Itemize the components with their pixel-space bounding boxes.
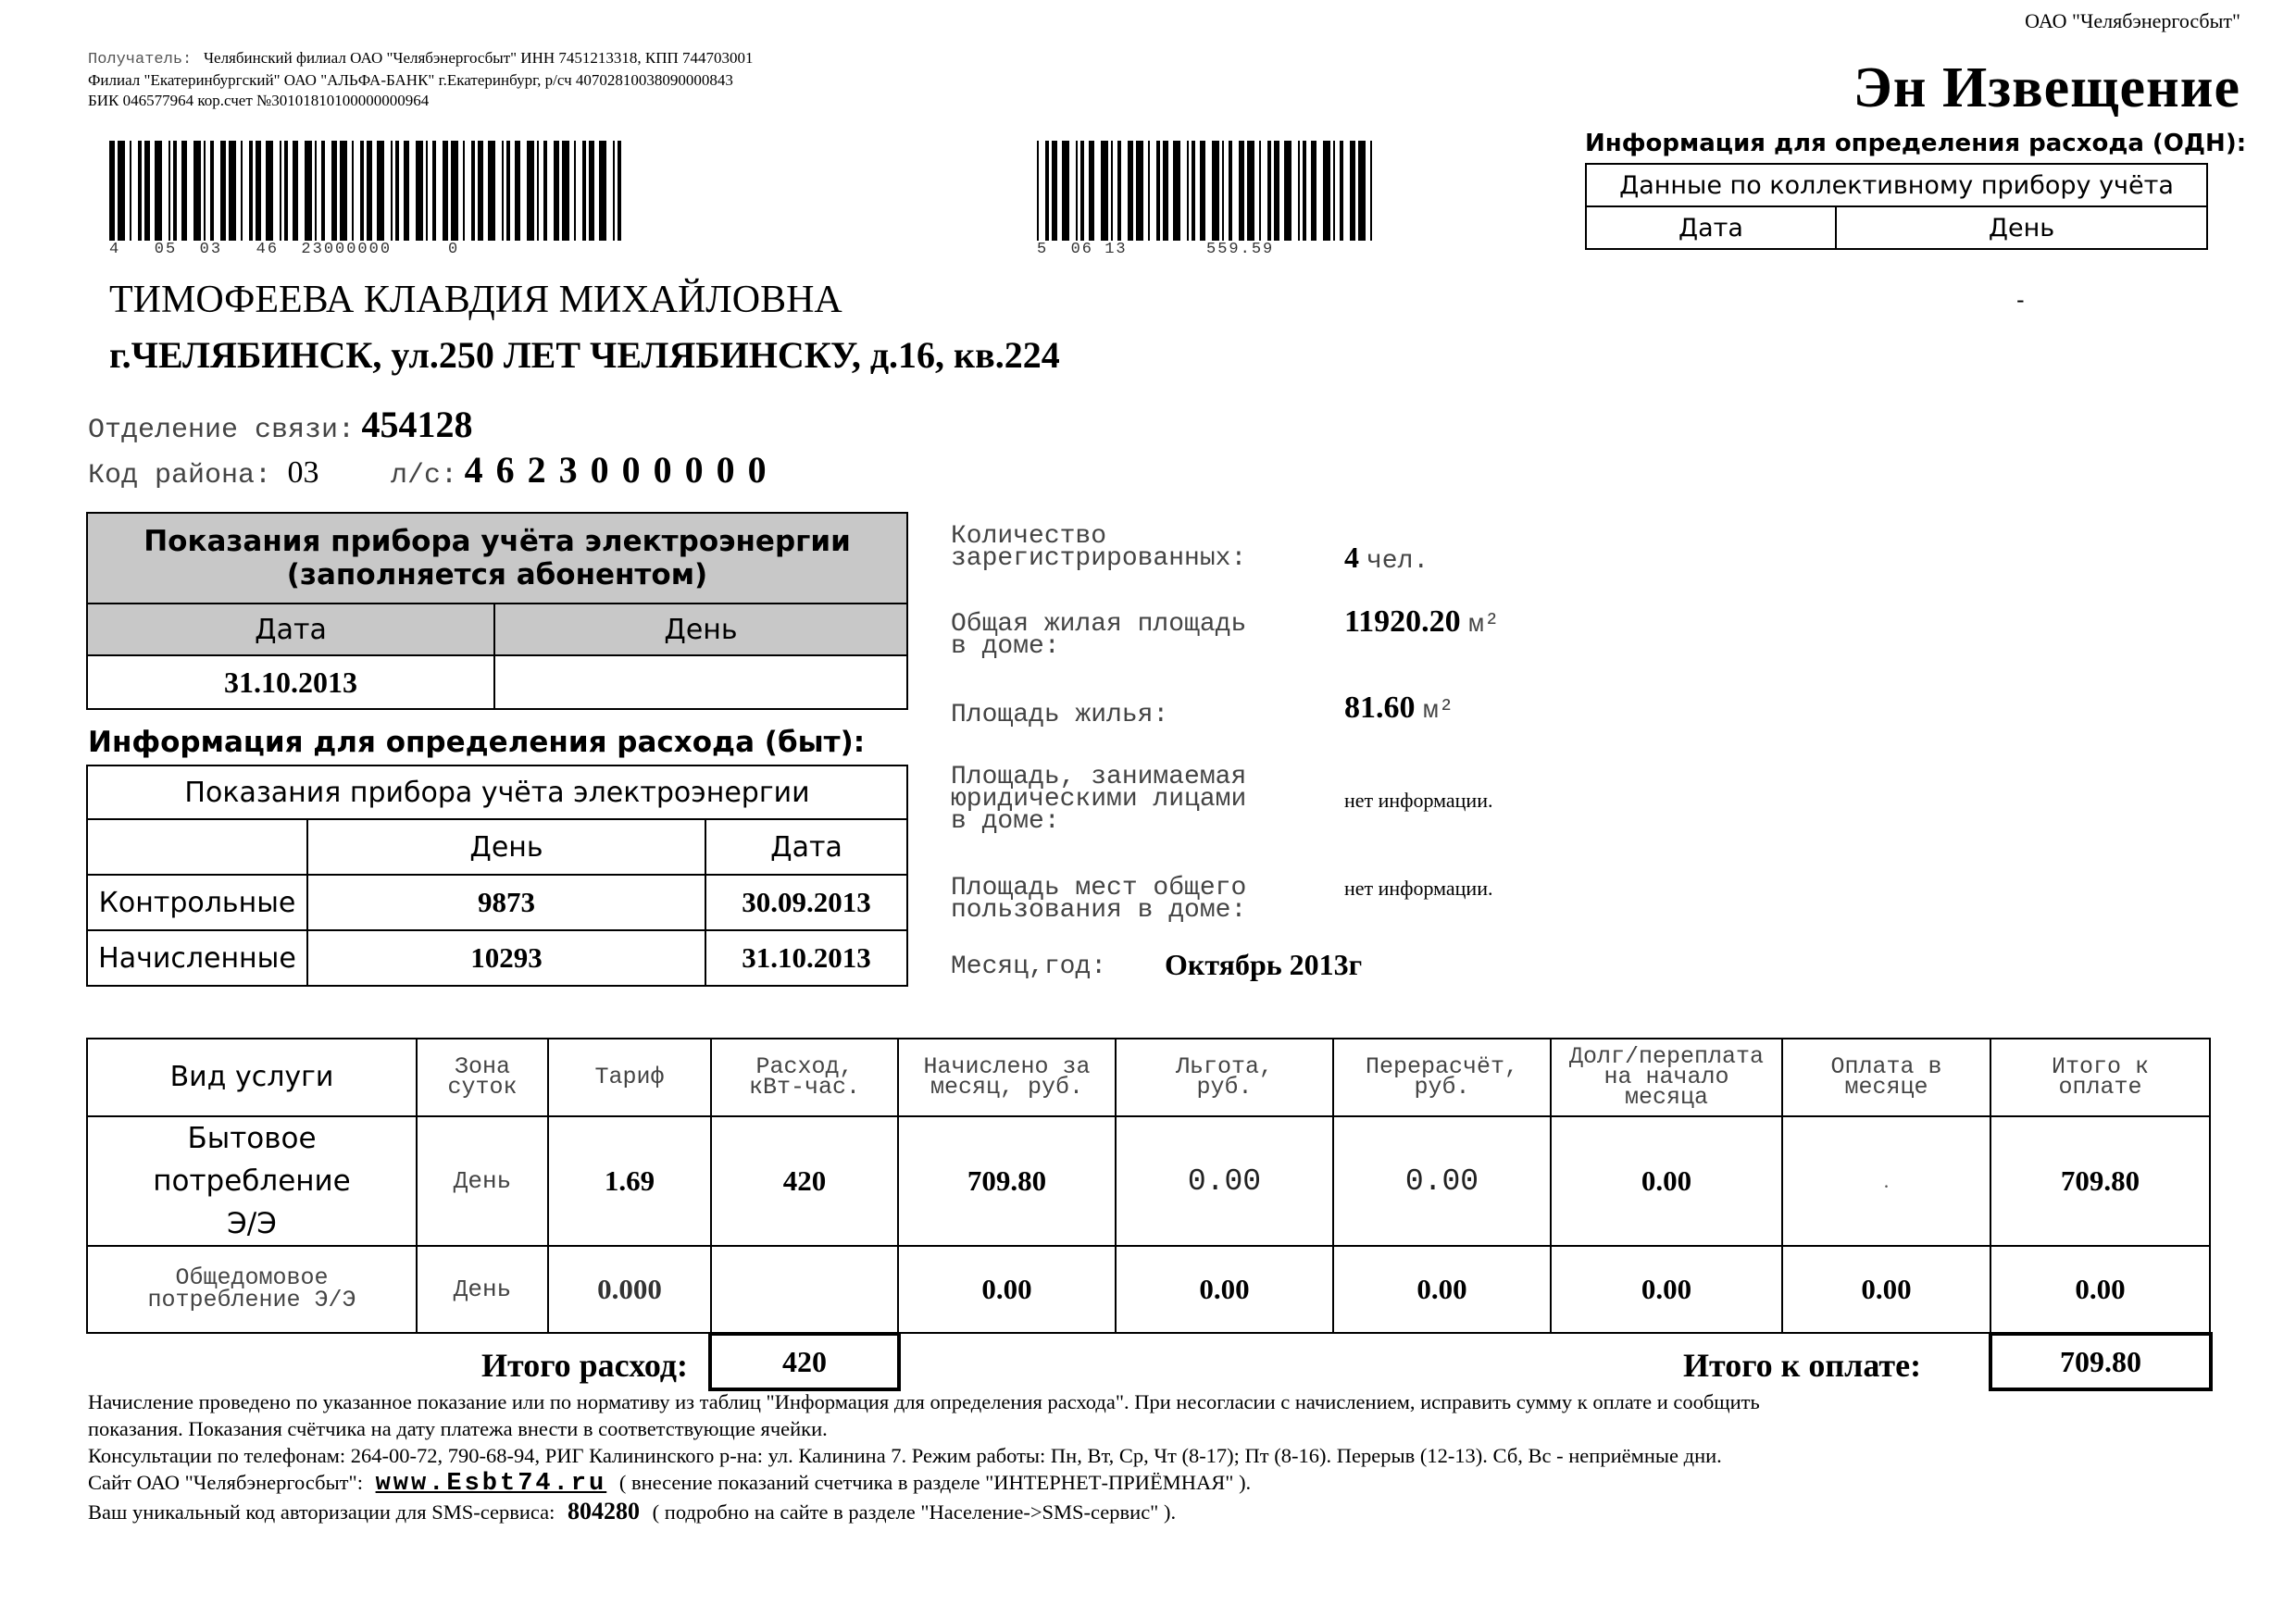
barcode-bar [284, 141, 288, 241]
barcode-bar [1222, 141, 1224, 241]
barcode-bar [1037, 141, 1039, 241]
barcode-bar [293, 141, 298, 241]
barcode-bar [1080, 141, 1084, 241]
barcode-bar [554, 141, 559, 241]
living-area-unit: м² [1423, 697, 1454, 726]
service-common-charged: 0.00 [898, 1246, 1116, 1333]
barcode-bar [1117, 141, 1121, 241]
barcode-bar [1267, 141, 1271, 241]
living-area-row [1344, 691, 1454, 726]
footer-sms-label: Ваш уникальный код авторизации для SMS-сервиса: [88, 1500, 555, 1524]
barcode-bar [589, 141, 594, 241]
barcode-bar [1303, 141, 1306, 241]
registered-row [1344, 541, 1429, 576]
barcode-bar [463, 141, 465, 241]
company-name: ОАО "Челябэнергосбыт" [2025, 9, 2240, 32]
barcode-left-number: 4 05 03 46 23000000 0 [109, 241, 460, 258]
household-blank-cell [87, 819, 307, 875]
recipient-line-1: Челябинский филиал ОАО "Челябэнергосбыт" ИНН 7451213318, КПП 744703001 [203, 49, 754, 67]
barcode-bar [1045, 141, 1049, 241]
total-area-label: Общая жилая площадь в доме: [951, 610, 1247, 661]
barcode-bar [118, 141, 125, 241]
barcode-bar [478, 141, 483, 241]
service-household-benefit: 0.00 [1116, 1116, 1333, 1246]
barcode-bar [562, 141, 569, 241]
barcode-bar [515, 141, 520, 241]
footer-line-1: Начисление проведено по указанное показание или по нормативу из таблиц "Информация для определения расхода". При несогласии с начислением, исправить сумму к оплате и сообщить [88, 1390, 1760, 1413]
col-zone: Зона суток [417, 1039, 548, 1116]
account-number: 4623000000 [464, 449, 780, 491]
barcode-bar [377, 141, 384, 241]
footer-notes [88, 1388, 2217, 1525]
barcode-bar [537, 141, 539, 241]
barcode-bar [1340, 141, 1343, 241]
service-common-paid[interactable]: 0.00 [1782, 1246, 1990, 1333]
barcode-bar [1111, 141, 1113, 241]
odn-table-title: Данные по коллективному прибору учёта [1586, 164, 2207, 206]
charged-day: 10293 [307, 930, 705, 986]
district-row [88, 448, 780, 492]
document-title: Эн Извещение [1853, 56, 2240, 119]
odn-col-day: День [1836, 206, 2207, 249]
barcode-right-number: 5 06 13 559.59 [1037, 241, 1275, 258]
barcode-bar [451, 141, 458, 241]
meter-input-col-date: Дата [87, 604, 494, 655]
odn-title: Информация для определения расхода (ОДН): [1585, 130, 2247, 157]
barcode-bar [1350, 141, 1355, 241]
barcode-bar [144, 141, 150, 241]
district-value: 03 [287, 455, 319, 490]
barcode-bar [266, 141, 273, 241]
table-row [87, 1116, 2210, 1246]
barcode-bar [1212, 141, 1219, 241]
service-common-usage [711, 1246, 898, 1333]
barcode-bar [204, 141, 206, 241]
col-debt: Долг/переплата на начало месяца [1551, 1039, 1782, 1116]
barcode-bar [1284, 141, 1292, 241]
service-common-zone: День [417, 1246, 548, 1333]
service-household-recalc: 0.00 [1333, 1116, 1551, 1246]
recipient-block [88, 48, 1014, 111]
barcode-bar [331, 141, 337, 241]
footer-line-3: Консультации по телефонам: 264-00-72, 790-68-94, РИГ Калининского р-на: ул. Калинина 7. Режим работы: Пн, Вт, Ср, Чт (8-17); Пт (8-16). Перерыв (12-13). Сб, Вс - неприёмные дни. [88, 1444, 1722, 1467]
col-paid: Оплата в месяце [1782, 1039, 1990, 1116]
barcode-bar [168, 141, 170, 241]
barcode-bar [1274, 141, 1279, 241]
barcode-bar [1311, 141, 1316, 241]
barcode-bar [1101, 141, 1108, 241]
barcode-bar [256, 141, 261, 241]
barcode-bar [1052, 141, 1057, 241]
post-office-label: Отделение связи: [88, 415, 356, 446]
service-household-charged: 709.80 [898, 1116, 1116, 1246]
service-household-name: Бытовое потребление Э/Э [87, 1116, 417, 1246]
barcode-bar [210, 141, 214, 241]
household-table [86, 765, 908, 987]
col-recalc: Перерасчёт, руб. [1333, 1039, 1551, 1116]
odn-dash: - [2016, 287, 2025, 313]
barcode-bar [229, 141, 236, 241]
meter-input-title: Показания прибора учёта электроэнергии (заполняется абонентом) [87, 513, 907, 604]
control-label: Контрольные [87, 875, 307, 930]
col-total: Итого к оплате [1990, 1039, 2210, 1116]
meter-input-col-day: День [494, 604, 907, 655]
subscriber-name: ТИМОФЕЕВА КЛАВДИЯ МИХАЙЛОВНА [109, 279, 842, 321]
col-tariff: Тариф [548, 1039, 711, 1116]
post-office-row [88, 403, 473, 446]
barcode-bar [582, 141, 586, 241]
barcode-bar [249, 141, 253, 241]
service-common-recalc: 0.00 [1333, 1246, 1551, 1333]
odn-col-date: Дата [1586, 206, 1836, 249]
barcode-bar [321, 141, 325, 241]
col-benefit: Льгота, руб. [1116, 1039, 1333, 1116]
control-date: 30.09.2013 [705, 875, 907, 930]
total-area-row [1344, 604, 1500, 640]
table-row [87, 875, 907, 930]
service-common-tariff: 0.000 [548, 1246, 711, 1333]
barcode-bar [1156, 141, 1160, 241]
barcode-bar [130, 141, 131, 241]
barcode-bar [471, 141, 475, 241]
barcode-bar [155, 141, 162, 241]
total-area-unit: м² [1468, 611, 1500, 640]
footer-sms-note: ( подробно на сайте в разделе "Население->SMS-сервис" ). [652, 1500, 1177, 1524]
subscriber-address: г.ЧЕЛЯБИНСК, ул.250 ЛЕТ ЧЕЛЯБИНСКУ, д.16, кв.224 [109, 334, 1060, 376]
total-usage-label: Итого расход: [481, 1347, 688, 1384]
services-table [86, 1038, 2211, 1334]
barcode-bar [241, 141, 243, 241]
barcode-bar [1229, 141, 1232, 241]
service-common-total[interactable]: 0.00 [1990, 1246, 2210, 1333]
barcode-bar [613, 141, 615, 241]
service-household-zone: День [417, 1116, 548, 1246]
barcode-bar [352, 141, 354, 241]
footer-site-note: ( внесение показаний счетчика в разделе "ИНТЕРНЕТ-ПРИЁМНАЯ" ). [618, 1471, 1252, 1494]
barcode-bar [138, 141, 142, 241]
barcode-bar [618, 141, 621, 241]
service-household-debt: 0.00 [1551, 1116, 1782, 1246]
total-area-value: 11920.20 [1344, 604, 1461, 639]
barcode-bar [1323, 141, 1330, 241]
footer-sms-code: 804280 [568, 1498, 641, 1525]
meter-input-table [86, 512, 908, 710]
barcode-bar [367, 141, 372, 241]
service-common-name: Общедомовое потребление Э/Э [87, 1246, 417, 1333]
barcode-bar [315, 141, 317, 241]
barcode-bar [1358, 141, 1366, 241]
table-row [87, 930, 907, 986]
barcode-bar [599, 141, 606, 241]
barcode-bar [1200, 141, 1205, 241]
barcode-bar [173, 141, 177, 241]
barcode-bar [220, 141, 226, 241]
barcode-bar [1076, 141, 1078, 241]
barcode-bar [340, 141, 347, 241]
service-household-usage: 420 [711, 1116, 898, 1246]
charged-label: Начисленные [87, 930, 307, 986]
registered-value: 4 [1344, 541, 1359, 574]
barcode-bar [443, 141, 448, 241]
recipient-label: Получатель: [88, 51, 193, 68]
barcode-bar [305, 141, 312, 241]
barcode-bar [1148, 141, 1150, 241]
services-header-row [87, 1039, 2210, 1116]
barcode-bar [391, 141, 393, 241]
barcode-bar [543, 141, 547, 241]
odn-table [1585, 163, 2208, 250]
barcode-bar [1062, 141, 1069, 241]
barcode-bar [432, 141, 436, 241]
barcode-bar [404, 141, 409, 241]
total-usage-value: 420 [708, 1332, 901, 1391]
barcode-bar [1298, 141, 1300, 241]
footer-line-2: показания. Показания счётчика на дату платежа внести в соответствующие ячейки. [88, 1417, 828, 1440]
total-pay-label: Итого к оплате: [1683, 1347, 1922, 1384]
control-day: 9873 [307, 875, 705, 930]
barcode-bar [426, 141, 428, 241]
barcode-bar [527, 141, 534, 241]
household-col-date: Дата [705, 819, 907, 875]
footer-site-row [88, 1469, 2217, 1498]
table-row [87, 1246, 2210, 1333]
month-value: Октябрь 2013г [1165, 948, 1363, 981]
common-area-value: нет информации. [1344, 877, 1493, 900]
barcode-bar [193, 141, 201, 241]
col-charged: Начислено за месяц, руб. [898, 1039, 1116, 1116]
barcode-bar [395, 141, 399, 241]
barcode-bar [1173, 141, 1180, 241]
living-area-value: 81.60 [1344, 691, 1416, 725]
service-household-paid[interactable]: . [1782, 1116, 1990, 1246]
footer-site-label: Сайт ОАО "Челябэнергосбыт": [88, 1471, 363, 1494]
barcode-bar [488, 141, 495, 241]
footer-site-link[interactable]: www.Esbt74.ru [375, 1470, 607, 1498]
col-usage: Расход, кВт-час. [711, 1039, 898, 1116]
barcode-left [109, 141, 683, 258]
post-office-value: 454128 [361, 404, 473, 445]
account-label: л/с: [391, 460, 458, 492]
barcode-bar [1192, 141, 1195, 241]
barcode-bar [502, 141, 504, 241]
footer-sms-row [88, 1498, 2217, 1525]
registered-label: Количество зарегистрированных: [951, 522, 1247, 573]
barcode-bar [574, 141, 576, 241]
total-pay-value[interactable]: 709.80 [1989, 1332, 2213, 1391]
barcode-bar [181, 141, 187, 241]
barcode-bar [1333, 141, 1335, 241]
household-col-day: День [307, 819, 705, 875]
barcode-right [1037, 141, 1412, 258]
meter-input-day-field[interactable] [494, 655, 907, 709]
legal-area-value: нет информации. [1344, 789, 1493, 812]
month-label: Месяц,год: [951, 952, 1107, 981]
barcode-bar [416, 141, 423, 241]
charged-date: 31.10.2013 [705, 930, 907, 986]
barcode-bar [1187, 141, 1189, 241]
common-area-label: Площадь мест общего пользования в доме: [951, 874, 1247, 925]
meter-input-date-value[interactable]: 31.10.2013 [87, 655, 494, 709]
service-common-debt: 0.00 [1551, 1246, 1782, 1333]
barcode-bar [1239, 141, 1244, 241]
barcode-bar [1163, 141, 1168, 241]
barcode-bar [1370, 141, 1372, 241]
service-common-benefit: 0.00 [1116, 1246, 1333, 1333]
barcode-bar [1247, 141, 1254, 241]
barcode-bar [109, 141, 115, 241]
barcode-bar [280, 141, 281, 241]
barcode-bar [360, 141, 364, 241]
legal-area-label: Площадь, занимаемая юридическими лицами в доме: [951, 763, 1247, 836]
service-household-total[interactable]: 709.80 [1990, 1116, 2210, 1246]
district-label: Код района: [88, 460, 272, 492]
barcode-bar [1136, 141, 1143, 241]
barcode-bar [1128, 141, 1133, 241]
service-household-tariff: 1.69 [548, 1116, 711, 1246]
barcode-bar [1259, 141, 1261, 241]
recipient-line-2: Филиал "Екатеринбургский" ОАО "АЛЬФА-БАНК" г.Екатеринбург, р/сч 40702810038090000843 [88, 71, 733, 89]
barcode-bar [506, 141, 510, 241]
household-title: Информация для определения расхода (быт): [88, 726, 866, 759]
col-service: Вид услуги [87, 1039, 417, 1116]
household-table-title: Показания прибора учёта электроэнергии [87, 765, 907, 819]
barcode-bar [1089, 141, 1094, 241]
registered-unit: чел. [1366, 547, 1429, 576]
living-area-label: Площадь жилья: [951, 701, 1169, 729]
recipient-line-3: БИК 046577964 кор.счет №30101810100000000964 [88, 92, 430, 109]
